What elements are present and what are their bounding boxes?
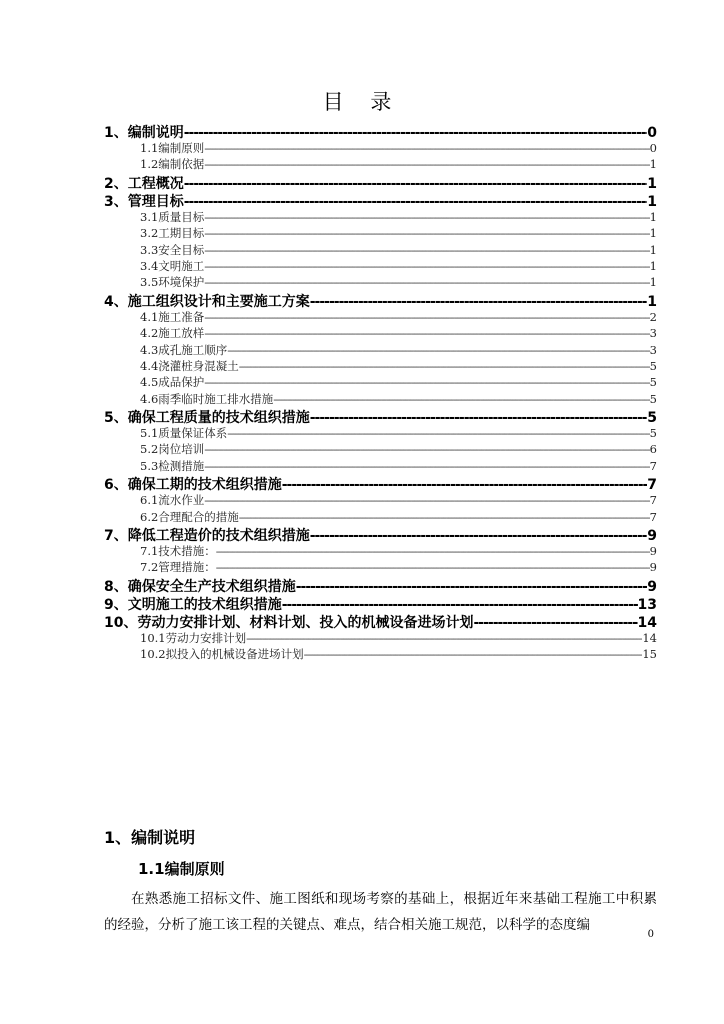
toc-leader bbox=[296, 579, 648, 595]
toc-entry[interactable] bbox=[104, 173, 657, 191]
toc-entry-page: 1 bbox=[649, 209, 657, 224]
toc-entry-label: 1.2编制依据 bbox=[140, 157, 205, 172]
toc-entry-page: 6 bbox=[649, 442, 657, 457]
toc-subentry[interactable] bbox=[104, 140, 657, 156]
toc-entry-label: 1.1编制原则 bbox=[140, 141, 205, 155]
toc-entry-page: 7 bbox=[647, 477, 657, 494]
toc-leader bbox=[204, 459, 649, 473]
toc-entry-label: 5.1质量保证体系 bbox=[140, 426, 228, 441]
toc-subentry[interactable] bbox=[104, 242, 657, 258]
toc-entry[interactable] bbox=[104, 122, 657, 140]
toc-entry-page: 15 bbox=[642, 647, 657, 662]
toc-leader bbox=[227, 426, 649, 440]
toc-entry-label: 4.5成品保护 bbox=[140, 375, 205, 390]
toc-entry-page: 7 bbox=[649, 458, 657, 473]
toc-entry-label: 3.3安全目标 bbox=[140, 242, 205, 257]
toc-leader bbox=[204, 226, 649, 240]
toc-subentry[interactable] bbox=[104, 342, 657, 358]
toc-entry-label: 4.2施工放样 bbox=[140, 326, 205, 341]
toc-leader bbox=[204, 493, 649, 507]
toc-subentry[interactable] bbox=[104, 646, 657, 662]
toc-entry[interactable] bbox=[104, 291, 657, 309]
toc-leader bbox=[204, 310, 649, 324]
toc-entry-label: 5.2岗位培训 bbox=[140, 442, 205, 457]
toc-subentry[interactable] bbox=[104, 358, 657, 374]
toc-entry-page: 5 bbox=[649, 375, 657, 390]
toc-subentry[interactable] bbox=[104, 325, 657, 341]
toc-entry-label: 3.1质量目标 bbox=[140, 209, 205, 224]
toc-entry-label: 4.6雨季临时施工排水措施 bbox=[140, 391, 274, 406]
toc-leader bbox=[204, 442, 649, 456]
toc-leader bbox=[310, 528, 648, 544]
toc-subentry[interactable] bbox=[104, 543, 657, 559]
toc-entry-page: 3 bbox=[649, 342, 657, 357]
toc-entry-page: 14 bbox=[642, 630, 657, 645]
toc-subentry[interactable] bbox=[104, 309, 657, 325]
toc-leader bbox=[310, 294, 648, 310]
toc-leader bbox=[204, 210, 649, 224]
toc-entry-page: 1 bbox=[649, 275, 657, 290]
toc-entry[interactable] bbox=[104, 525, 657, 543]
toc-entry-page: 14 bbox=[637, 614, 657, 631]
toc-entry-page: 1 bbox=[649, 242, 657, 257]
toc-subentry[interactable] bbox=[104, 209, 657, 225]
toc-entry[interactable] bbox=[104, 474, 657, 492]
toc-entry-label: 10.2拟投入的机械设备进场计划 bbox=[140, 647, 304, 662]
toc-leader bbox=[216, 544, 650, 558]
toc-leader bbox=[239, 359, 650, 373]
toc-entry-page: 9 bbox=[649, 560, 657, 575]
toc-entry-page: 9 bbox=[647, 578, 657, 595]
toc-entry-label: 7.2管理措施： bbox=[140, 560, 216, 575]
toc-entry-label: 3.4文明施工 bbox=[140, 258, 205, 273]
toc-entry-label: 6.2合理配合的措施 bbox=[140, 509, 239, 524]
toc-leader bbox=[204, 259, 649, 273]
toc-subentry[interactable] bbox=[104, 274, 657, 290]
toc-subentry[interactable] bbox=[104, 492, 657, 508]
toc-leader bbox=[204, 326, 649, 340]
toc-leader bbox=[184, 125, 648, 141]
toc-entry-page: 5 bbox=[649, 358, 657, 373]
toc-subentry[interactable] bbox=[104, 458, 657, 474]
toc-entry-page: 1 bbox=[647, 175, 657, 192]
toc-entry-label: 4.4浇灌桩身混凝土 bbox=[140, 358, 239, 373]
toc-entry-page: 1 bbox=[649, 226, 657, 241]
toc-entry-page: 2 bbox=[649, 309, 657, 324]
toc-entry-page: 7 bbox=[649, 509, 657, 524]
toc-subentry[interactable] bbox=[104, 559, 657, 575]
toc-leader bbox=[204, 157, 649, 171]
toc-entry-page: 7 bbox=[649, 493, 657, 508]
toc-entry-page: 0 bbox=[649, 141, 657, 155]
toc-entry-label: 2、工程概况 bbox=[104, 175, 184, 192]
toc-entry-label: 6.1流水作业 bbox=[140, 493, 205, 508]
toc-subentry[interactable] bbox=[104, 391, 657, 407]
page-number: 0 bbox=[647, 929, 654, 940]
toc-entry-page: 13 bbox=[637, 596, 657, 613]
toc-entry-label: 1、编制说明 bbox=[104, 125, 184, 141]
toc-entry-label: 9、文明施工的技术组织措施 bbox=[104, 596, 282, 613]
toc-leader bbox=[473, 615, 637, 631]
toc-entry-label: 5、确保工程质量的技术组织措施 bbox=[104, 410, 310, 427]
toc-entry-page: 5 bbox=[649, 391, 657, 406]
toc-leader bbox=[204, 141, 649, 155]
toc-entry-label: 4.3成孔施工顺序 bbox=[140, 342, 228, 357]
toc-leader bbox=[184, 176, 648, 192]
toc-leader bbox=[239, 510, 650, 524]
toc-entry-page: 0 bbox=[647, 125, 657, 141]
toc-entry-label: 4、施工组织设计和主要施工方案 bbox=[104, 293, 310, 310]
body-paragraph: 在熟悉施工招标文件、施工图纸和现场考察的基础上，根据近年来基础工程施工中积累的经验，分析了施工该工程的关键点、难点，结合相关施工规范，以科学的态度编 bbox=[104, 891, 657, 933]
toc-entry-page: 5 bbox=[647, 410, 657, 427]
toc-entry-page: 1 bbox=[647, 293, 657, 310]
toc-leader bbox=[204, 375, 649, 389]
toc-entry-page: 1 bbox=[647, 193, 657, 210]
toc-leader bbox=[282, 597, 638, 613]
toc-entry-label: 7、降低工程造价的技术组织措施 bbox=[104, 528, 310, 545]
toc-subentry[interactable] bbox=[104, 630, 657, 646]
toc-leader bbox=[246, 631, 642, 645]
toc-entry[interactable] bbox=[104, 612, 657, 630]
toc-entry[interactable] bbox=[104, 191, 657, 209]
table-of-contents bbox=[104, 122, 657, 663]
toc-leader bbox=[310, 410, 648, 426]
toc-entry-label: 3.5环境保护 bbox=[140, 275, 205, 290]
toc-title: 目 录 bbox=[322, 90, 402, 114]
toc-entry-label: 10.1劳动力安排计划 bbox=[140, 630, 247, 645]
toc-leader bbox=[216, 560, 650, 574]
toc-subentry[interactable] bbox=[104, 441, 657, 457]
toc-entry-page: 1 bbox=[649, 157, 657, 172]
toc-entry[interactable] bbox=[104, 576, 657, 594]
toc-entry-label: 6、确保工期的技术组织措施 bbox=[104, 477, 282, 494]
toc-subentry[interactable] bbox=[104, 225, 657, 241]
toc-entry-label: 10、劳动力安排计划、材料计划、投入的机械设备进场计划 bbox=[104, 614, 474, 631]
toc-entry-label: 4.1施工准备 bbox=[140, 309, 205, 324]
toc-leader bbox=[273, 392, 649, 406]
toc-leader bbox=[227, 343, 649, 357]
subsection-heading: 1.1编制原则 bbox=[138, 860, 225, 878]
toc-leader bbox=[184, 194, 648, 210]
toc-subentry[interactable] bbox=[104, 374, 657, 390]
toc-leader bbox=[282, 477, 648, 493]
toc-subentry[interactable] bbox=[104, 425, 657, 441]
toc-entry[interactable] bbox=[104, 407, 657, 425]
toc-subentry[interactable] bbox=[104, 509, 657, 525]
toc-entry-page: 3 bbox=[649, 326, 657, 341]
document-body bbox=[104, 822, 657, 938]
toc-leader bbox=[204, 275, 649, 289]
toc-leader bbox=[204, 243, 649, 257]
toc-entry[interactable] bbox=[104, 594, 657, 612]
toc-entry-label: 3、管理目标 bbox=[104, 193, 184, 210]
toc-entry-label: 5.3检测措施 bbox=[140, 458, 205, 473]
toc-entry-page: 9 bbox=[647, 528, 657, 545]
toc-entry-page: 1 bbox=[649, 258, 657, 273]
toc-entry-page: 5 bbox=[649, 426, 657, 441]
toc-entry-label: 3.2工期目标 bbox=[140, 226, 205, 241]
toc-entry-page: 9 bbox=[649, 544, 657, 559]
toc-leader bbox=[304, 647, 643, 661]
toc-entry-label: 8、确保安全生产技术组织措施 bbox=[104, 578, 296, 595]
toc-subentry[interactable] bbox=[104, 156, 657, 172]
toc-entry-label: 7.1技术措施： bbox=[140, 544, 216, 559]
section-heading: 1、编制说明 bbox=[104, 828, 196, 847]
toc-subentry[interactable] bbox=[104, 258, 657, 274]
